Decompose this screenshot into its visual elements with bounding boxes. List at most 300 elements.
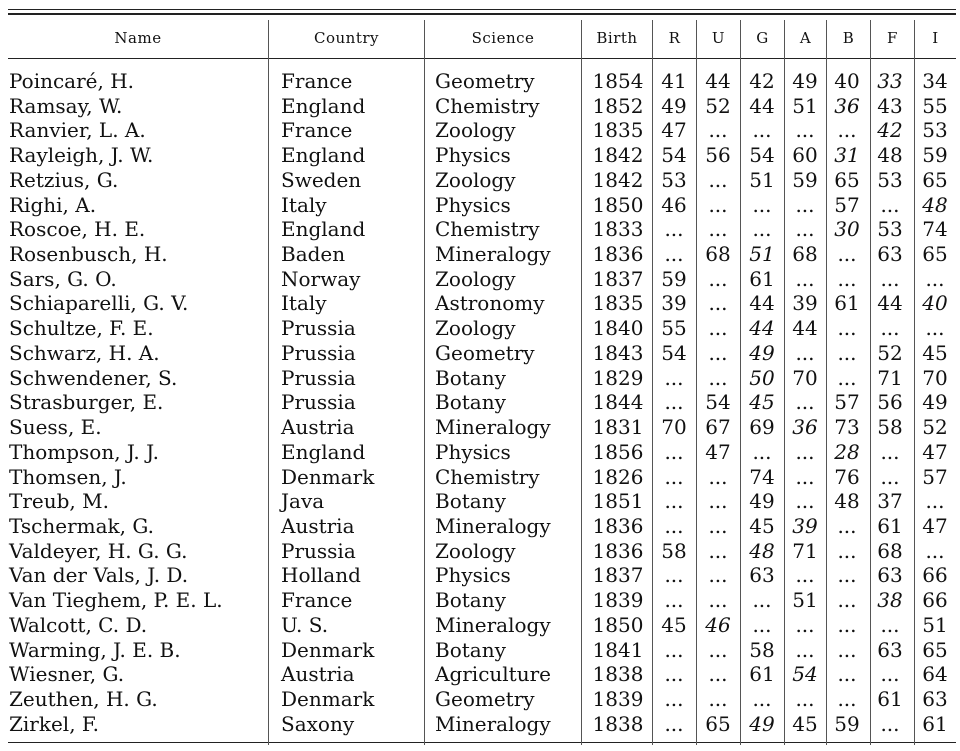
name-cell: Suess, E. <box>9 415 102 440</box>
bottom-rule <box>8 742 956 743</box>
score-cell: 46 <box>705 612 731 637</box>
column-header: R <box>668 29 681 47</box>
science-cell: Botany <box>435 390 506 415</box>
table-row <box>0 316 960 341</box>
score-cell: 70 <box>661 415 687 440</box>
header-rule <box>8 58 956 59</box>
score-cell: 49 <box>661 93 687 118</box>
table-row <box>0 69 960 94</box>
score-cell: 51 <box>749 167 775 192</box>
column-header: B <box>842 29 855 47</box>
score-cell: 59 <box>792 167 818 192</box>
country-cell: Austria <box>281 415 355 440</box>
score-cell: 56 <box>877 390 903 415</box>
country-cell: Prussia <box>281 365 356 390</box>
science-cell: Physics <box>435 439 511 464</box>
score-cell: 48 <box>834 489 860 514</box>
science-cell: Physics <box>435 143 511 168</box>
table-row <box>0 341 960 366</box>
science-cell: Chemistry <box>435 464 540 489</box>
score-cell: ... <box>837 612 857 637</box>
score-cell: 57 <box>922 464 948 489</box>
score-cell: 45 <box>922 340 948 365</box>
birth-cell: 1840 <box>592 316 644 341</box>
score-cell: ... <box>880 192 900 217</box>
score-cell: 46 <box>661 192 687 217</box>
score-cell: ... <box>664 588 684 613</box>
score-cell: 40 <box>922 291 948 316</box>
table-row <box>0 415 960 440</box>
score-cell: ... <box>837 588 857 613</box>
score-cell: ... <box>664 242 684 267</box>
score-cell: ... <box>708 687 728 711</box>
score-cell: 52 <box>922 415 948 440</box>
score-cell: ... <box>795 192 815 217</box>
name-cell: Wiesner, G. <box>9 662 125 687</box>
column-header: A <box>799 29 812 47</box>
science-cell: Zoology <box>435 266 516 291</box>
birth-cell: 1841 <box>592 637 644 662</box>
score-cell: 74 <box>922 217 948 242</box>
score-cell: 58 <box>877 415 903 440</box>
score-cell: ... <box>880 266 900 291</box>
score-cell: 44 <box>749 291 775 316</box>
name-cell: Ramsay, W. <box>9 93 123 118</box>
science-cell: Zoology <box>435 118 516 143</box>
score-cell: 59 <box>922 143 948 168</box>
score-cell: ... <box>795 118 815 143</box>
score-cell: ... <box>795 637 815 662</box>
country-cell: Prussia <box>281 316 356 341</box>
science-cell: Botany <box>435 588 506 613</box>
score-cell: 68 <box>705 242 731 267</box>
score-cell: ... <box>795 489 815 514</box>
science-cell: Botany <box>435 489 506 514</box>
score-cell: 57 <box>834 390 860 415</box>
birth-cell: 1854 <box>592 69 644 93</box>
country-cell: Norway <box>281 266 361 291</box>
score-cell: 47 <box>705 439 731 464</box>
score-cell: ... <box>925 266 945 291</box>
science-cell: Geometry <box>435 69 535 93</box>
birth-cell: 1837 <box>592 266 644 291</box>
score-cell: 54 <box>792 662 818 687</box>
table-row <box>0 440 960 465</box>
table-row <box>0 118 960 143</box>
score-cell: 74 <box>749 464 775 489</box>
score-cell: ... <box>752 217 772 242</box>
score-cell: 54 <box>661 143 687 168</box>
score-cell: 63 <box>877 563 903 588</box>
score-cell: 61 <box>834 291 860 316</box>
score-cell: ... <box>837 637 857 662</box>
score-cell: 48 <box>877 143 903 168</box>
score-cell: 61 <box>922 711 948 736</box>
score-cell: 51 <box>792 93 818 118</box>
score-cell: ... <box>880 464 900 489</box>
score-cell: 76 <box>834 464 860 489</box>
birth-cell: 1836 <box>592 538 644 563</box>
name-cell: Warming, J. E. B. <box>9 637 181 662</box>
science-cell: Zoology <box>435 167 516 192</box>
score-cell: ... <box>880 316 900 341</box>
name-cell: Rosenbusch, H. <box>9 242 168 267</box>
country-cell: Holland <box>281 563 361 588</box>
score-cell: 38 <box>877 588 903 613</box>
score-cell: 65 <box>705 711 731 736</box>
science-cell: Mineralogy <box>435 612 551 637</box>
birth-cell: 1856 <box>592 439 644 464</box>
score-cell: ... <box>837 266 857 291</box>
name-cell: Sars, G. O. <box>9 266 117 291</box>
score-cell: 43 <box>877 93 903 118</box>
score-cell: 63 <box>877 242 903 267</box>
country-cell: Denmark <box>281 464 375 489</box>
science-cell: Mineralogy <box>435 242 551 267</box>
table-row <box>0 662 960 687</box>
birth-cell: 1836 <box>592 242 644 267</box>
score-cell: 61 <box>749 266 775 291</box>
score-cell: 50 <box>749 365 775 390</box>
country-cell: Prussia <box>281 340 356 365</box>
score-cell: 47 <box>922 513 948 538</box>
country-cell: Austria <box>281 513 355 538</box>
name-cell: Strasburger, E. <box>9 390 164 415</box>
table-row <box>0 291 960 316</box>
name-cell: Thomsen, J. <box>9 464 127 489</box>
birth-cell: 1833 <box>592 217 644 242</box>
table-row <box>0 366 960 391</box>
score-cell: 36 <box>834 93 860 118</box>
science-cell: Geometry <box>435 340 535 365</box>
birth-cell: 1837 <box>592 563 644 588</box>
score-cell: ... <box>837 687 857 711</box>
science-cell: Agriculture <box>435 662 551 687</box>
score-cell: 49 <box>792 69 818 93</box>
score-cell: 47 <box>922 439 948 464</box>
score-cell: ... <box>664 365 684 390</box>
name-cell: Valdeyer, H. G. G. <box>9 538 188 563</box>
score-cell: ... <box>664 390 684 415</box>
column-header: U <box>711 29 726 47</box>
birth-cell: 1838 <box>592 662 644 687</box>
score-cell: 37 <box>877 489 903 514</box>
score-cell: 65 <box>922 242 948 267</box>
science-cell: Physics <box>435 563 511 588</box>
score-cell: 63 <box>749 563 775 588</box>
score-cell: ... <box>708 538 728 563</box>
birth-cell: 1844 <box>592 390 644 415</box>
score-cell: 53 <box>877 167 903 192</box>
score-cell: ... <box>664 662 684 687</box>
science-cell: Mineralogy <box>435 415 551 440</box>
score-cell: 52 <box>705 93 731 118</box>
name-cell: Schiaparelli, G. V. <box>9 291 189 316</box>
score-cell: ... <box>708 217 728 242</box>
science-cell: Botany <box>435 637 506 662</box>
score-cell: 64 <box>922 662 948 687</box>
table-row <box>0 687 960 712</box>
score-cell: ... <box>837 242 857 267</box>
country-cell: France <box>281 588 353 613</box>
table-row <box>0 193 960 218</box>
score-cell: ... <box>925 316 945 341</box>
score-cell: 28 <box>834 439 860 464</box>
country-cell: U. S. <box>281 612 329 637</box>
score-cell: 44 <box>749 93 775 118</box>
score-cell: 51 <box>922 612 948 637</box>
score-cell: ... <box>795 612 815 637</box>
score-cell: ... <box>925 489 945 514</box>
score-cell: 53 <box>922 118 948 143</box>
name-cell: Poincaré, H. <box>9 69 134 93</box>
score-cell: ... <box>708 365 728 390</box>
name-cell: Schwarz, H. A. <box>9 340 160 365</box>
score-cell: 65 <box>834 167 860 192</box>
birth-cell: 1838 <box>592 711 644 736</box>
score-cell: ... <box>708 588 728 613</box>
score-cell: 61 <box>877 513 903 538</box>
score-cell: ... <box>708 662 728 687</box>
score-cell: ... <box>880 711 900 736</box>
table-row <box>0 588 960 613</box>
birth-cell: 1850 <box>592 612 644 637</box>
score-cell: 61 <box>749 662 775 687</box>
score-cell: ... <box>664 687 684 711</box>
score-cell: 49 <box>922 390 948 415</box>
score-cell: ... <box>708 316 728 341</box>
table-row <box>0 267 960 292</box>
score-cell: 44 <box>705 69 731 93</box>
score-cell: ... <box>880 612 900 637</box>
score-cell: ... <box>837 316 857 341</box>
science-cell: Zoology <box>435 316 516 341</box>
table-row <box>0 489 960 514</box>
country-cell: Prussia <box>281 390 356 415</box>
score-cell: 49 <box>749 489 775 514</box>
country-cell: England <box>281 439 366 464</box>
score-cell: ... <box>837 365 857 390</box>
score-cell: 44 <box>877 291 903 316</box>
score-cell: ... <box>708 489 728 514</box>
science-cell: Astronomy <box>435 291 545 316</box>
table-row <box>0 143 960 168</box>
score-cell: ... <box>708 513 728 538</box>
birth-cell: 1850 <box>592 192 644 217</box>
column-header: Science <box>471 29 535 47</box>
country-cell: Italy <box>281 192 327 217</box>
score-cell: ... <box>837 538 857 563</box>
score-cell: 59 <box>834 711 860 736</box>
score-cell: 36 <box>792 415 818 440</box>
score-cell: 53 <box>877 217 903 242</box>
score-cell: ... <box>795 266 815 291</box>
score-cell: 45 <box>749 390 775 415</box>
score-cell: 34 <box>922 69 948 93</box>
country-cell: France <box>281 69 353 93</box>
name-cell: Retzius, G. <box>9 167 119 192</box>
score-cell: ... <box>837 563 857 588</box>
birth-cell: 1831 <box>592 415 644 440</box>
score-cell: ... <box>664 464 684 489</box>
column-header: Birth <box>596 29 638 47</box>
table-row <box>0 242 960 267</box>
score-cell: 55 <box>922 93 948 118</box>
table-row <box>0 390 960 415</box>
score-cell: 55 <box>661 316 687 341</box>
name-cell: Schultze, F. E. <box>9 316 154 341</box>
name-cell: Righi, A. <box>9 192 97 217</box>
table-row <box>0 563 960 588</box>
score-cell: ... <box>752 439 772 464</box>
score-cell: ... <box>837 118 857 143</box>
name-cell: Tschermak, G. <box>9 513 154 538</box>
score-cell: 52 <box>877 340 903 365</box>
table-row <box>0 217 960 242</box>
country-cell: France <box>281 118 353 143</box>
score-cell: 39 <box>792 291 818 316</box>
name-cell: Van der Vals, J. D. <box>9 563 189 588</box>
score-cell: 31 <box>834 143 860 168</box>
score-cell: 61 <box>877 687 903 711</box>
score-cell: ... <box>837 662 857 687</box>
science-cell: Botany <box>435 365 506 390</box>
name-cell: Schwendener, S. <box>9 365 178 390</box>
name-cell: Thompson, J. J. <box>9 439 159 464</box>
score-cell: ... <box>664 513 684 538</box>
score-cell: ... <box>752 118 772 143</box>
name-cell: Ranvier, L. A. <box>9 118 146 143</box>
score-cell: ... <box>664 489 684 514</box>
science-cell: Mineralogy <box>435 711 551 736</box>
score-cell: 65 <box>922 167 948 192</box>
birth-cell: 1842 <box>592 167 644 192</box>
score-cell: ... <box>880 439 900 464</box>
score-cell: 65 <box>922 637 948 662</box>
table-row <box>0 514 960 539</box>
top-rule-thick <box>8 13 956 15</box>
country-cell: Prussia <box>281 538 356 563</box>
score-cell: 41 <box>661 69 687 93</box>
score-cell: ... <box>795 464 815 489</box>
science-cell: Chemistry <box>435 217 540 242</box>
score-cell: ... <box>795 687 815 711</box>
score-cell: ... <box>795 563 815 588</box>
score-cell: 66 <box>922 588 948 613</box>
score-cell: 42 <box>877 118 903 143</box>
score-cell: 51 <box>792 588 818 613</box>
score-cell: 54 <box>661 340 687 365</box>
science-cell: Geometry <box>435 687 535 711</box>
score-cell: 68 <box>877 538 903 563</box>
score-cell: ... <box>752 687 772 711</box>
score-cell: 39 <box>661 291 687 316</box>
score-cell: ... <box>664 439 684 464</box>
table-row <box>0 94 960 119</box>
score-cell: ... <box>708 340 728 365</box>
birth-cell: 1835 <box>592 118 644 143</box>
name-cell: Rayleigh, J. W. <box>9 143 154 168</box>
score-cell: 59 <box>661 266 687 291</box>
birth-cell: 1836 <box>592 513 644 538</box>
score-cell: ... <box>795 390 815 415</box>
score-cell: ... <box>795 439 815 464</box>
science-cell: Zoology <box>435 538 516 563</box>
score-cell: 58 <box>661 538 687 563</box>
score-cell: 73 <box>834 415 860 440</box>
score-cell: ... <box>795 217 815 242</box>
score-cell: 51 <box>749 242 775 267</box>
score-cell: ... <box>752 588 772 613</box>
score-cell: 44 <box>749 316 775 341</box>
score-cell: 48 <box>749 538 775 563</box>
score-cell: 45 <box>661 612 687 637</box>
score-cell: ... <box>752 612 772 637</box>
score-cell: ... <box>708 637 728 662</box>
table-row <box>0 638 960 663</box>
science-cell: Physics <box>435 192 511 217</box>
name-cell: Van Tieghem, P. E. L. <box>9 588 223 613</box>
score-cell: ... <box>925 538 945 563</box>
score-cell: 66 <box>922 563 948 588</box>
score-cell: 42 <box>749 69 775 93</box>
table-row <box>0 465 960 490</box>
score-cell: ... <box>752 192 772 217</box>
score-cell: 40 <box>834 69 860 93</box>
score-cell: 45 <box>792 711 818 736</box>
score-cell: ... <box>664 711 684 736</box>
score-cell: ... <box>708 118 728 143</box>
country-cell: England <box>281 217 366 242</box>
birth-cell: 1843 <box>592 340 644 365</box>
country-cell: Java <box>281 489 325 514</box>
score-cell: 45 <box>749 513 775 538</box>
country-cell: England <box>281 143 366 168</box>
birth-cell: 1835 <box>592 291 644 316</box>
country-cell: Saxony <box>281 711 355 736</box>
column-header: Name <box>114 29 162 47</box>
score-cell: ... <box>837 340 857 365</box>
birth-cell: 1839 <box>592 588 644 613</box>
score-cell: ... <box>708 192 728 217</box>
name-cell: Treub, M. <box>9 489 109 514</box>
score-cell: 63 <box>922 687 948 711</box>
score-cell: ... <box>708 291 728 316</box>
birth-cell: 1839 <box>592 687 644 711</box>
score-cell: ... <box>664 217 684 242</box>
birth-cell: 1826 <box>592 464 644 489</box>
score-cell: ... <box>795 340 815 365</box>
score-cell: 54 <box>749 143 775 168</box>
score-cell: ... <box>708 266 728 291</box>
table-row <box>0 613 960 638</box>
birth-cell: 1851 <box>592 489 644 514</box>
table-row <box>0 168 960 193</box>
score-cell: 57 <box>834 192 860 217</box>
country-cell: Denmark <box>281 687 375 711</box>
score-cell: 70 <box>922 365 948 390</box>
score-cell: 54 <box>705 390 731 415</box>
birth-cell: 1842 <box>592 143 644 168</box>
score-cell: 33 <box>877 69 903 93</box>
country-cell: Sweden <box>281 167 362 192</box>
country-cell: Denmark <box>281 637 375 662</box>
top-rule <box>8 9 956 10</box>
column-header: G <box>756 29 769 47</box>
score-cell: ... <box>708 464 728 489</box>
score-cell: 58 <box>749 637 775 662</box>
name-cell: Roscoe, H. E. <box>9 217 146 242</box>
